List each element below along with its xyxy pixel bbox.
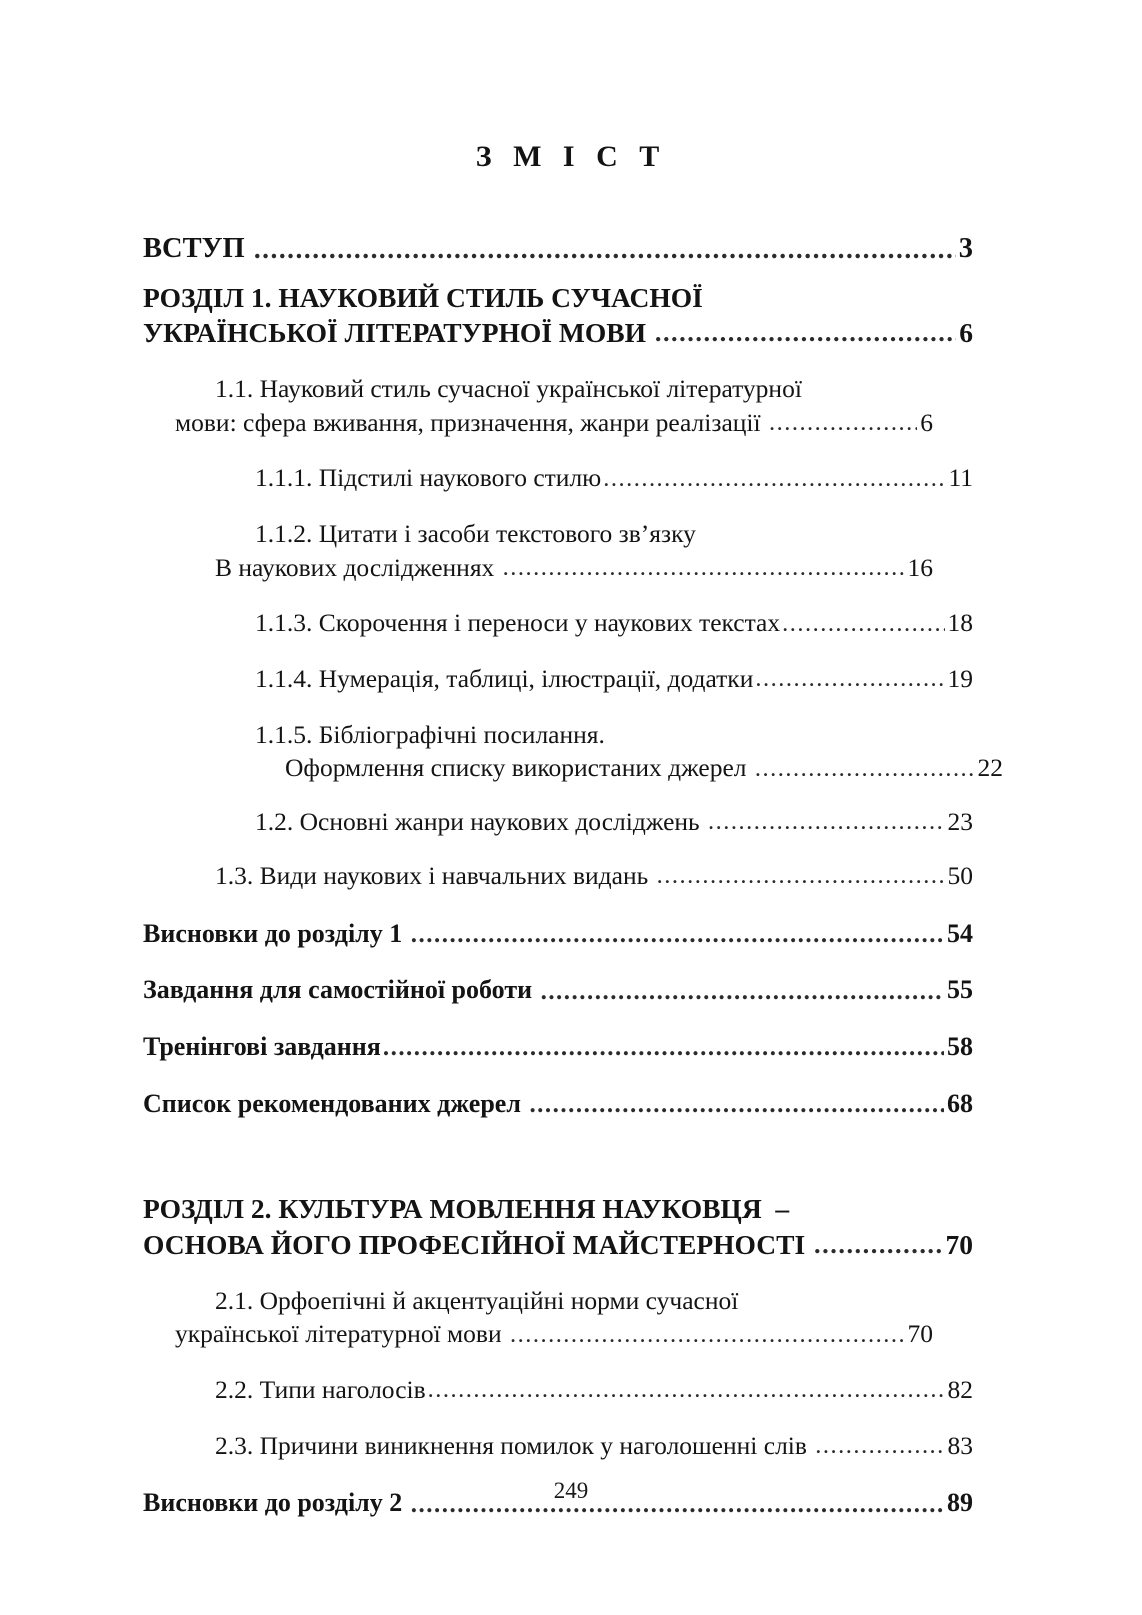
toc-entry-label: ВСТУП <box>143 233 252 264</box>
toc-entry-page-number: 54 <box>947 918 973 948</box>
toc-entry-line-final <box>215 551 933 585</box>
toc-entry-2-2[interactable] <box>143 1373 973 1407</box>
toc-entry-line-final <box>143 919 973 950</box>
dot-leader <box>603 463 945 495</box>
toc-entry-page-number: 22 <box>977 753 1003 783</box>
toc-entry-page-number: 3 <box>958 233 973 264</box>
toc-entry-page-number: 58 <box>947 1031 973 1061</box>
toc-entry-label: 1.1.1. Підстилі наукового стилю <box>255 463 602 493</box>
toc-entry-page-number: 23 <box>947 806 973 836</box>
toc-list <box>143 232 1003 1519</box>
section-spacer <box>143 1119 973 1177</box>
dot-leader <box>815 1430 944 1462</box>
toc-entry-page-number: 50 <box>947 860 973 890</box>
toc-entry-page-number: 11 <box>948 463 973 493</box>
toc-entry-label: 2.3. Причини виникнення помилок у наголошенні слів <box>215 1430 814 1460</box>
toc-entry-label: РОЗДІЛ 2. КУЛЬТУРА МОВЛЕННЯ НАУКОВЦЯ – <box>143 1193 790 1225</box>
toc-entry-1-1[interactable] <box>143 372 973 439</box>
toc-entry-line-final <box>255 461 973 495</box>
page-folio-number: 249 <box>553 1478 589 1503</box>
toc-entry-label: мови: сфера вживання, призначення, жанри реалізації <box>175 407 767 437</box>
dot-leader <box>814 1228 942 1262</box>
toc-entry-line-final <box>143 1227 973 1262</box>
toc-entry-line <box>255 517 973 551</box>
dot-leader <box>657 860 945 892</box>
dot-leader <box>383 1033 944 1062</box>
toc-entry-line-final <box>143 1089 973 1120</box>
toc-entry-page-number: 68 <box>947 1088 973 1118</box>
toc-entry-label: РОЗДІЛ 1. НАУКОВИЙ СТИЛЬ СУЧАСНОЇ <box>143 281 703 313</box>
toc-entry-1-1-4[interactable] <box>143 662 973 696</box>
toc-entry-label: Оформлення списку використаних джерел <box>285 753 753 783</box>
dot-leader <box>529 1090 944 1119</box>
toc-entry-page-number: 55 <box>947 975 973 1005</box>
dot-leader <box>769 407 917 439</box>
toc-entry-label: 1.1.2. Цитати і засоби текстового зв’язку <box>255 518 696 548</box>
toc-entry-1-3[interactable] <box>143 859 973 893</box>
toc-entry-spysok-rekomendovanykh[interactable] <box>143 1089 973 1120</box>
toc-entry-line-final <box>215 1373 973 1407</box>
toc-entry-rozdil-2[interactable] <box>143 1191 973 1261</box>
toc-entry-label: 2.2. Типи наголосів <box>215 1375 426 1405</box>
toc-entry-line <box>215 372 973 406</box>
toc-entry-label: УКРАЇНСЬКОЇ ЛІТЕРАТУРНОЇ МОВИ <box>143 316 653 348</box>
toc-entry-line-final <box>255 606 973 640</box>
dot-leader <box>254 233 956 265</box>
toc-entry-page-number: 6 <box>959 316 973 348</box>
toc-entry-label: Висновки до розділу 1 <box>143 918 409 948</box>
toc-entry-line-final <box>285 751 1003 785</box>
toc-entry-label: Список рекомендованих джерел <box>143 1088 528 1118</box>
toc-entry-1-1-1[interactable] <box>143 461 973 495</box>
toc-entry-label: Завдання для самостійної роботи <box>143 975 539 1005</box>
toc-entry-page-number: 70 <box>945 1228 973 1260</box>
toc-entry-line-final <box>143 975 973 1006</box>
toc-entry-line <box>143 1191 973 1226</box>
toc-entry-label: 1.3. Види наукових і навчальних видань <box>215 860 655 890</box>
toc-entry-1-1-2[interactable] <box>143 517 973 584</box>
toc-entry-line-final <box>255 662 973 696</box>
toc-entry-line-final <box>215 859 973 893</box>
toc-entry-page-number: 83 <box>947 1430 973 1460</box>
toc-entry-2-1[interactable] <box>143 1284 973 1351</box>
dot-leader <box>755 753 975 785</box>
toc-entry-label: 1.1.4. Нумерація, таблиці, ілюстрації, додатки <box>255 663 754 693</box>
toc-entry-rozdil-1[interactable] <box>143 280 973 350</box>
toc-entry-line-final <box>175 406 933 440</box>
dot-leader <box>655 316 956 350</box>
toc-entry-line <box>255 718 973 752</box>
toc-entry-label: 1.2. Основні жанри наукових досліджень <box>255 806 707 836</box>
toc-entry-label: Тренінгові завдання <box>143 1031 381 1061</box>
toc-entry-label: ОСНОВА ЙОГО ПРОФЕСІЙНОЇ МАЙСТЕРНОСТІ <box>143 1228 813 1260</box>
toc-entry-page-number: 19 <box>947 663 973 693</box>
toc-entry-page-number: 70 <box>907 1319 933 1349</box>
toc-entry-treningovi-zavdannia[interactable] <box>143 1032 973 1063</box>
toc-entry-label: В наукових дослідженнях <box>215 552 501 582</box>
dot-leader <box>708 808 944 837</box>
toc-entry-line <box>143 280 973 315</box>
toc-entry-page-number: 82 <box>947 1375 973 1405</box>
dot-leader <box>503 552 905 584</box>
page-title: З М І С Т <box>475 140 667 173</box>
toc-entry-page-number: 16 <box>907 552 933 582</box>
toc-entry-zavdannia-samostiyna[interactable] <box>143 975 973 1006</box>
toc-entry-line <box>215 1284 973 1318</box>
toc-entry-line-final <box>215 1429 973 1463</box>
toc-entry-page-number: 18 <box>947 608 973 638</box>
dot-leader <box>782 608 944 640</box>
toc-entry-label: Висновки до розділу 2 <box>143 1488 409 1518</box>
toc-entry-page-number: 6 <box>920 407 933 437</box>
toc-entry-label: 1.1.3. Скорочення і переноси у наукових текстах <box>255 608 781 638</box>
toc-entry-vysnovky-1[interactable] <box>143 919 973 950</box>
dot-leader <box>541 977 944 1006</box>
toc-entry-label: 2.1. Орфоепічні й акцентуаційні норми сучасної <box>215 1285 739 1315</box>
toc-entry-line-final <box>143 232 973 266</box>
dot-leader <box>428 1374 945 1406</box>
toc-entry-line-final <box>175 1317 933 1351</box>
dot-leader <box>411 920 944 949</box>
toc-entry-label: 1.1. Науковий стиль сучасної української літературної <box>215 374 802 403</box>
toc-entry-1-2[interactable] <box>143 807 973 837</box>
toc-entry-line-final <box>255 807 973 837</box>
dot-leader <box>755 663 944 695</box>
toc-entry-page-number: 89 <box>947 1488 973 1518</box>
toc-entry-line-final <box>143 315 973 350</box>
toc-entry-2-3[interactable] <box>143 1429 973 1463</box>
toc-entry-label: української літературної мови <box>175 1319 508 1349</box>
toc-entry-vstup[interactable] <box>143 232 973 266</box>
toc-entry-line-final <box>143 1032 973 1063</box>
toc-entry-label: 1.1.5. Бібліографічні посилання. <box>255 719 605 749</box>
toc-entry-1-1-3[interactable] <box>143 606 973 640</box>
dot-leader <box>510 1319 905 1351</box>
toc-entry-1-1-5[interactable] <box>143 718 1003 785</box>
